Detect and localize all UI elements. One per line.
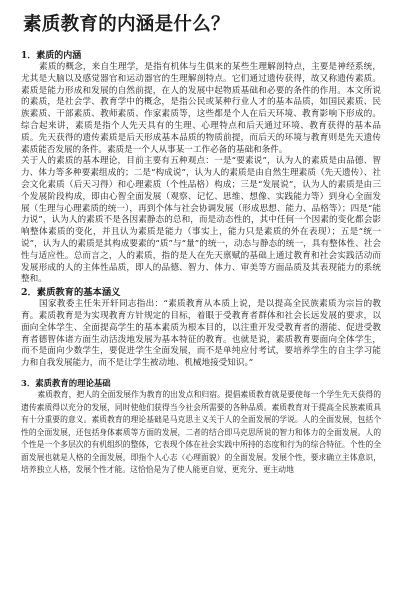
- section-2-heading: 2．素质教育的基本涵义: [21, 287, 121, 299]
- section-3: [21, 377, 381, 477]
- section-1-paragraph-2: 关于人的素质的基本理论，目前主要有五种观点：一是“要素说”，认为人的素质是由品德、智力、体力等多种要素组成的；二是“构成说”，认为人的素质是由自然生理素质（先天遗传）、社会文化素质（后天习得）和心理素质（个性品格）构成；三是“发展说”，认为人的素质是由三个发展阶段构成，即由心智全面发展（观察、记忆、思维、想像、实践能力等）到身心全面发展（生理与心理素质的统一），再到个体与社会协调发展（形成思想、能力、品格等）；四是“能力说”，认为人的素质不是各因素静态的总和，而是动态性的，其中任何一个因素的变化都会影响整体素质的变化，并且认为素质是能力（事实上，能力只是素质的外在表现）；五是“统一说”，认为人的素质是其构成要素的“质”与“量”的统一，动态与静态的统一，具有整体性、社会性与适应性。总而言之，人的素质，指的是人在先天禀赋的基础上通过教育和社会实践活动而发展形成的人的主体性品质，即人的品德、智力、体力、审美等方面品质及其表现能力的系统整和。: [21, 156, 381, 285]
- section-1-paragraph-1: 素质的概念，来自生理学，是指有机体与生俱来的某些生理解剖特点，主要是神经系统，尤其是大脑以及感觉器官和运动器官的生理解剖特点。它们通过遗传获得，故又称遗传素质。素质是能力形成和发展的自然前提，在人的发展中起物质基础和必要的条件的作用。本文所说的素质，是社会学、教育学中的概念，是指公民或某种行业人才的基本品质，如国民素质、民族素质、干部素质、教师素质、作家素质等，这些都是个人在后天环境、教育影响下形成的。综合起来讲，素质是指个人先天具有的生理、心理特点和后天通过环境、教育获得的基本品质。先天获得的遗传素质是后天形成基本品质的物质前提，而后天的环境与教育则是先天遗传素质能否发展的条件。素质是一个人从事某一工作必备的基础和条件。: [21, 62, 381, 155]
- section-1: [21, 50, 381, 286]
- page-title: 素质教育的内涵是什么？: [23, 14, 230, 35]
- section-1-heading: 1．素质的内涵: [21, 51, 82, 61]
- section-3-paragraph-1: 素质教育，把人的全面发展作为教育的出发点和归宿。提倡素质教育就是要使每一个学生先天获得的遗传素质得以充分的发展，同时使他们获得当今社会所需要的各种品质。素质教育对于提高全民族素质具有十分重要的意义。素质教育的理论基础是马克思主义关于人的全面发展的学说。人的全面发展，包括个性的全面发展，还包括身体素质等方面的发展，二者的结合即马克思所说的智力和体力的全面发展。人的个性是一个多层次的有机组织的整体，它表现个体在社会实践中所持的态度和行为的综合特征。个性的全面发展也就是人格的全面发展，即指个人心志（心理面貌）的全面发展。发展个性，要求确立主体意识，培养独立人格，发展个性才能。这恰恰是为了使人能更自觉、更充分、更主动地: [21, 389, 381, 475]
- section-2: [21, 287, 381, 370]
- section-2-paragraph-1: 国家教委主任朱开轩同志指出：“素质教育从本质上说，是以提高全民族素质为宗旨的教育。素质教育是为实现教育方针规定的目标，着眼于受教育者群体和社会长远发展的要求，以面向全体学生、全面提高学生的基本素质为根本目的，以注重开发受教育者的潜能、促进受教育者德智体诸方面生动活泼地发展为基本特征的教育。也就是说，素质教育要面向全体学生，而不是面向少数学生，要促进学生全面发展，而不是单纯应付考试，要培养学生的自主学习能力和自我发展能力，而不是让学生被动地、机械地接受知识。”: [21, 299, 381, 369]
- section-3-heading: 3．素质教育的理论基础: [21, 377, 111, 388]
